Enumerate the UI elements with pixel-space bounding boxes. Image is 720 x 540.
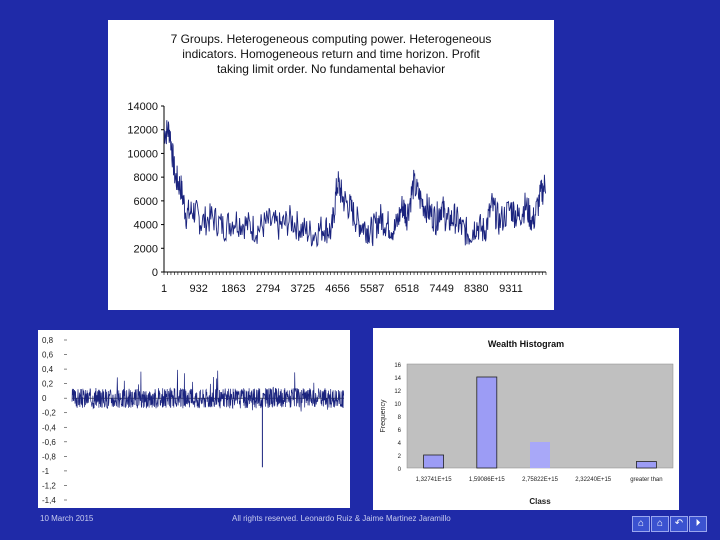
forward-icon[interactable]: ⏵ (689, 516, 707, 532)
y-tick-label: 0,6 (42, 350, 54, 360)
y-tick-label: 14 (394, 376, 401, 382)
y-tick-label: 0 (397, 467, 401, 473)
y-tick-label: 8 (397, 415, 401, 421)
y-tick-label: -0,6 (42, 437, 56, 447)
y-tick-label: -1,2 (42, 481, 56, 491)
histogram-bar (424, 455, 444, 468)
y-tick-label: 12 (394, 389, 401, 395)
y-tick-label: 2000 (133, 243, 158, 256)
home-icon[interactable]: ⌂ (632, 516, 650, 532)
x-tick-label: 8380 (464, 283, 489, 295)
y-tick-label: 12000 (127, 124, 158, 137)
y-tick-label: 10000 (127, 148, 158, 161)
y-tick-label: -1 (42, 466, 50, 476)
footer-copyright: All rights reserved. Leonardo Ruiz & Jaime Martinez Jaramillo (232, 514, 451, 523)
x-tick-label: 2794 (255, 283, 281, 295)
y-tick-label: 6000 (133, 195, 158, 208)
y-tick-label: 4000 (133, 219, 158, 232)
x-tick-label: 9311 (499, 283, 523, 295)
x-tick-label: 7449 (429, 283, 454, 295)
histogram-bar (636, 462, 656, 469)
histogram-panel (373, 328, 679, 510)
price-series-line (164, 120, 546, 246)
returns-chart-panel (38, 330, 350, 508)
y-tick-label: -1,4 (42, 496, 56, 505)
x-tick-label: 3725 (290, 283, 316, 295)
y-tick-label: 0 (151, 267, 158, 279)
y-tick-label: 0,8 (42, 336, 54, 345)
y-tick-label: 16 (394, 363, 401, 369)
price-chart-title-line-2: indicators. Homogeneous return and time horizon. Profit (182, 47, 480, 61)
y-tick-label: -0,2 (42, 408, 56, 418)
y-tick-label: 14000 (127, 101, 158, 113)
x-tick-label: 1,59086E+15 (468, 477, 505, 483)
y-tick-label: 0,4 (42, 365, 54, 375)
y-tick-label: -0,8 (42, 452, 56, 462)
histogram-bar (477, 377, 497, 468)
home-icon[interactable]: ⌂ (651, 516, 669, 532)
footer-date: 10 March 2015 (40, 514, 94, 523)
x-tick-label: greater than (630, 477, 663, 483)
x-axis-label: Class (529, 497, 551, 506)
x-tick-label: 932 (189, 283, 208, 295)
x-tick-label: 4656 (325, 283, 350, 295)
histogram-title: Wealth Histogram (487, 339, 565, 349)
price-chart-title-line-1: 7 Groups. Heterogeneous computing power. Heterogeneous (170, 32, 492, 46)
x-tick-label: 1,32741E+15 (415, 477, 452, 483)
returns-chart (38, 330, 350, 508)
x-tick-label: 1 (160, 283, 168, 295)
y-axis-label: Frequency (380, 399, 387, 433)
y-tick-label: 4 (397, 441, 401, 447)
histogram-bar (530, 442, 550, 468)
price-chart-title-line-3: taking limit order. No fundamental behavior (216, 62, 446, 76)
y-tick-label: 2 (397, 454, 401, 460)
x-tick-label: 2,75822E+15 (522, 477, 558, 483)
y-tick-label: 0 (42, 394, 47, 404)
y-tick-label: 8000 (133, 172, 158, 185)
price-chart-panel (108, 20, 554, 310)
price-chart (108, 20, 554, 310)
wealth-histogram (373, 328, 679, 510)
back-icon[interactable]: ↶ (670, 516, 688, 532)
x-tick-label: 1863 (221, 283, 246, 295)
y-tick-label: 10 (394, 402, 401, 408)
y-tick-label: -0,4 (42, 423, 56, 433)
x-tick-label: 5587 (359, 283, 385, 295)
y-tick-label: 0,2 (42, 379, 54, 389)
y-tick-label: 6 (397, 428, 401, 434)
x-tick-label: 6518 (394, 283, 420, 295)
x-tick-label: 2,32240E+15 (575, 477, 612, 483)
returns-series-line (72, 370, 344, 412)
